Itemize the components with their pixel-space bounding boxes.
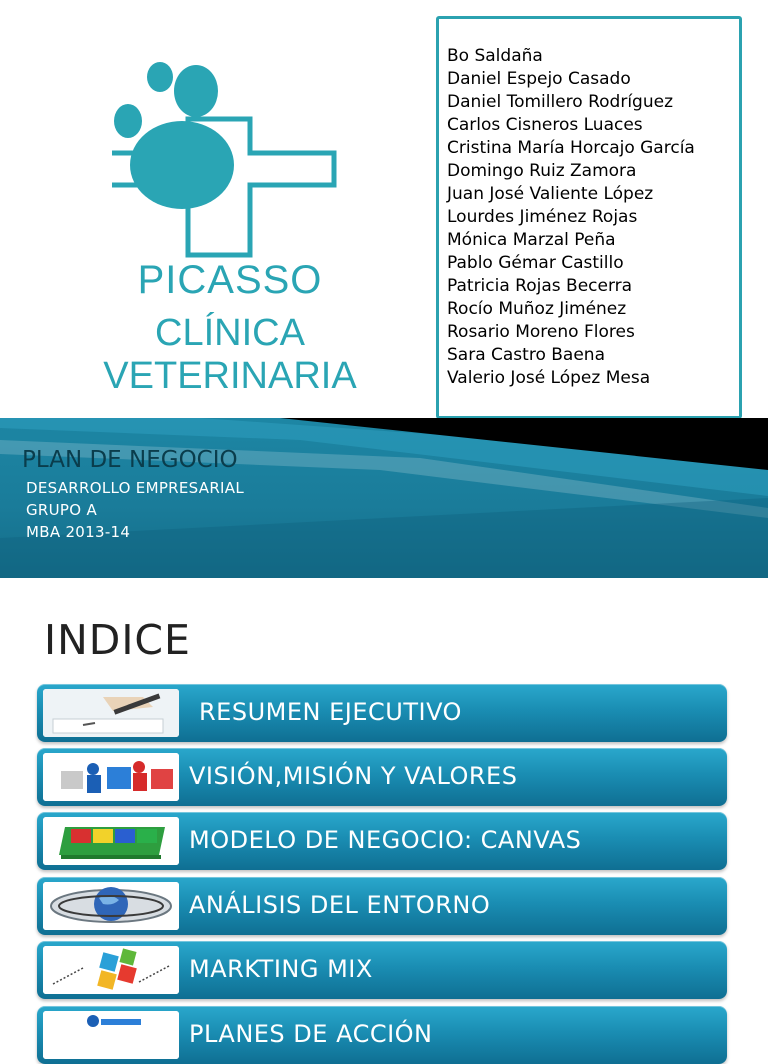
index-item-label: MARKTING MIX [189,955,373,983]
team-member-name: Domingo Ruiz Zamora [447,161,637,181]
band-line-program: DESARROLLO EMPRESARIAL [26,479,244,497]
index-item-label: ANÁLISIS DEL ENTORNO [189,891,491,919]
team-members-box [436,16,742,419]
team-member-name: Cristina María Horcajo García [447,138,695,158]
marketing-mix-icon [43,946,179,994]
index-item-label: MODELO DE NEGOCIO: CANVAS [189,826,582,854]
paw-cross-icon [112,55,348,259]
index-item-label: PLANES DE ACCIÓN [189,1020,433,1048]
index-item-planes-accion[interactable] [37,1006,727,1064]
index-item-label: VISIÓN,MISIÓN Y VALORES [189,762,518,790]
canvas-blocks-icon [43,817,179,865]
team-member-name: Sara Castro Baena [447,345,605,365]
index-item-analisis-entorno[interactable] [37,877,727,935]
globe-icon [43,882,179,930]
team-member-name: Rocío Muñoz Jiménez [447,299,627,319]
logo-subtitle: CLÍNICA VETERINARIA [103,312,357,397]
team-members-list [447,45,739,390]
action-plan-icon [43,1011,179,1059]
pen-writing-icon [43,689,179,737]
title-band [0,418,768,578]
band-line-group: GRUPO A [26,501,98,519]
team-member-name: Rosario Moreno Flores [447,322,635,342]
band-line-mba: MBA 2013-14 [26,523,131,541]
index-title: INDICE [44,616,191,664]
team-member-name: Daniel Espejo Casado [447,69,631,89]
index-item-resumen-ejecutivo[interactable] [37,684,727,742]
team-member-name: Mónica Marzal Peña [447,230,616,250]
logo-title: PICASSO [137,258,323,302]
plan-title: PLAN DE NEGOCIO [22,447,238,473]
team-member-name: Patricia Rojas Becerra [447,276,633,296]
team-member-name: Daniel Tomillero Rodríguez [447,92,673,112]
index-item-marketing-mix[interactable] [37,941,727,999]
team-member-name: Lourdes Jiménez Rojas [447,207,638,227]
puzzle-people-icon [43,753,179,801]
band-decoration [0,418,768,578]
team-member-name: Valerio José López Mesa [447,368,651,388]
index-item-vision-mision[interactable] [37,748,727,806]
index-item-label: RESUMEN EJECUTIVO [199,698,462,726]
index-item-modelo-negocio[interactable] [37,812,727,870]
clinic-logo [30,50,430,397]
index-slide [0,578,768,1048]
team-member-name: Pablo Gémar Castillo [447,253,624,273]
team-member-name: Carlos Cisneros Luaces [447,115,643,135]
team-member-name: Juan José Valiente López [447,184,654,204]
team-member-name: Bo Saldaña [447,46,543,66]
